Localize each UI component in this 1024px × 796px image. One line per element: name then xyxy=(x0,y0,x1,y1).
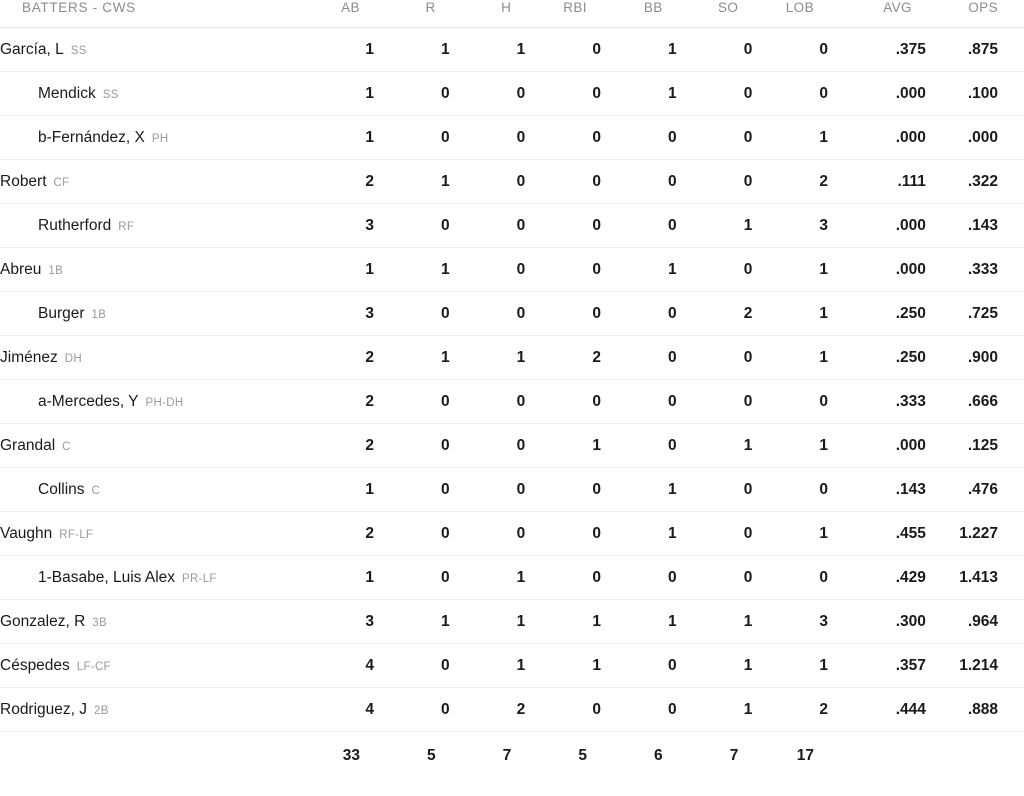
totals-cell-bb: 6 xyxy=(601,732,677,781)
table-row[interactable] xyxy=(0,468,1024,512)
stat-cell-ops: .900 xyxy=(926,336,1024,380)
stat-cell-h: 1 xyxy=(450,28,526,72)
stat-cell-h: 1 xyxy=(450,556,526,600)
player-name-cell[interactable] xyxy=(0,336,298,380)
table-row[interactable] xyxy=(0,688,1024,732)
stat-cell-lob: 1 xyxy=(752,644,828,688)
player-name[interactable]: Grandal xyxy=(0,436,56,454)
stat-cell-rbi: 0 xyxy=(525,380,601,424)
stat-cell-lob: 0 xyxy=(752,468,828,512)
stat-cell-bb: 0 xyxy=(601,336,677,380)
stat-cell-ops: .725 xyxy=(926,292,1024,336)
stat-cell-ab: 1 xyxy=(298,556,374,600)
stat-cell-bb: 1 xyxy=(601,468,677,512)
stat-cell-so: 2 xyxy=(677,292,753,336)
stat-cell-bb: 0 xyxy=(601,116,677,160)
stat-cell-h: 1 xyxy=(450,644,526,688)
table-row[interactable] xyxy=(0,160,1024,204)
column-header-so[interactable]: SO xyxy=(677,0,753,28)
column-header-bb[interactable]: BB xyxy=(601,0,677,28)
stat-cell-rbi: 0 xyxy=(525,72,601,116)
stat-cell-rbi: 0 xyxy=(525,688,601,732)
player-name[interactable]: Abreu xyxy=(0,260,42,278)
stat-cell-ops: .476 xyxy=(926,468,1024,512)
player-name-cell[interactable] xyxy=(0,688,298,732)
stat-cell-lob: 0 xyxy=(752,28,828,72)
stat-cell-r: 0 xyxy=(374,556,450,600)
player-position: 3B xyxy=(92,616,107,629)
player-name[interactable]: Jiménez xyxy=(0,348,58,366)
stat-cell-ab: 2 xyxy=(298,380,374,424)
player-position: LF-CF xyxy=(76,660,111,673)
player-name[interactable]: Mendick xyxy=(38,84,96,102)
stat-cell-avg: .111 xyxy=(828,160,926,204)
stat-cell-avg: .300 xyxy=(828,600,926,644)
stat-cell-h: 1 xyxy=(450,336,526,380)
stat-cell-so: 0 xyxy=(677,468,753,512)
player-position: C xyxy=(62,440,71,453)
stat-cell-r: 1 xyxy=(374,28,450,72)
stat-cell-lob: 0 xyxy=(752,72,828,116)
stat-cell-avg: .000 xyxy=(828,116,926,160)
stat-cell-h: 0 xyxy=(450,424,526,468)
stat-cell-avg: .143 xyxy=(828,468,926,512)
player-position: 1B xyxy=(91,308,107,321)
stat-cell-so: 1 xyxy=(677,424,753,468)
stat-cell-bb: 1 xyxy=(601,72,677,116)
stat-cell-lob: 0 xyxy=(752,380,828,424)
stat-cell-bb: 0 xyxy=(601,556,677,600)
player-name[interactable]: Rutherford xyxy=(38,216,112,234)
stat-cell-rbi: 0 xyxy=(525,204,601,248)
player-name[interactable]: Robert xyxy=(0,172,47,190)
stat-cell-r: 1 xyxy=(374,336,450,380)
stat-cell-avg: .375 xyxy=(828,28,926,72)
stat-cell-ab: 2 xyxy=(298,336,374,380)
stat-cell-r: 0 xyxy=(374,292,450,336)
stat-cell-rbi: 0 xyxy=(525,116,601,160)
column-header-lob[interactable]: LOB xyxy=(752,0,828,28)
stat-cell-so: 1 xyxy=(677,688,753,732)
table-row[interactable] xyxy=(0,248,1024,292)
player-name-cell[interactable] xyxy=(0,556,298,600)
player-name[interactable]: Burger xyxy=(38,304,85,322)
stat-cell-rbi: 1 xyxy=(525,424,601,468)
stat-cell-h: 0 xyxy=(450,72,526,116)
stat-cell-lob: 3 xyxy=(752,204,828,248)
stat-cell-lob: 0 xyxy=(752,556,828,600)
player-position: PH-DH xyxy=(145,396,184,409)
player-name[interactable]: Rodriguez, J xyxy=(0,700,88,718)
player-name-cell[interactable] xyxy=(0,424,298,468)
totals-cell-lob: 17 xyxy=(752,732,828,781)
stat-cell-rbi: 2 xyxy=(525,336,601,380)
stat-cell-bb: 1 xyxy=(601,512,677,556)
stat-cell-avg: .455 xyxy=(828,512,926,556)
totals-cell-avg xyxy=(828,732,926,781)
player-name-cell[interactable] xyxy=(0,468,298,512)
stat-cell-ops: .143 xyxy=(926,204,1024,248)
stat-cell-r: 1 xyxy=(374,600,450,644)
totals-cell-ops xyxy=(926,732,1024,781)
stat-cell-ab: 3 xyxy=(298,204,374,248)
stat-cell-lob: 2 xyxy=(752,160,828,204)
totals-cell-ab: 33 xyxy=(298,732,374,781)
stat-cell-rbi: 0 xyxy=(525,28,601,72)
table-row[interactable] xyxy=(0,424,1024,468)
stat-cell-ab: 3 xyxy=(298,600,374,644)
player-name-cell[interactable] xyxy=(0,644,298,688)
stat-cell-avg: .000 xyxy=(828,204,926,248)
stat-cell-lob: 1 xyxy=(752,292,828,336)
player-position: 1B xyxy=(48,264,64,277)
player-name-cell[interactable] xyxy=(0,116,298,160)
player-name[interactable]: Collins xyxy=(38,480,85,498)
stat-cell-r: 0 xyxy=(374,116,450,160)
stat-cell-ops: 1.214 xyxy=(926,644,1024,688)
stat-cell-avg: .444 xyxy=(828,688,926,732)
table-row[interactable] xyxy=(0,116,1024,160)
player-position: 2B xyxy=(94,704,109,717)
stat-cell-rbi: 1 xyxy=(525,644,601,688)
stat-cell-h: 0 xyxy=(450,248,526,292)
stat-cell-lob: 1 xyxy=(752,336,828,380)
player-name-cell[interactable] xyxy=(0,248,298,292)
player-position: SS xyxy=(70,44,87,57)
stat-cell-h: 0 xyxy=(450,116,526,160)
table-row[interactable] xyxy=(0,292,1024,336)
stat-cell-bb: 0 xyxy=(601,644,677,688)
player-name[interactable]: a-Mercedes, Y xyxy=(38,392,139,410)
stat-cell-ab: 1 xyxy=(298,248,374,292)
stat-cell-so: 0 xyxy=(677,248,753,292)
player-name-cell[interactable] xyxy=(0,292,298,336)
stat-cell-r: 1 xyxy=(374,248,450,292)
table-row[interactable] xyxy=(0,72,1024,116)
stat-cell-rbi: 0 xyxy=(525,248,601,292)
stat-cell-lob: 1 xyxy=(752,116,828,160)
stat-cell-h: 0 xyxy=(450,468,526,512)
player-name-cell[interactable] xyxy=(0,72,298,116)
stat-cell-r: 0 xyxy=(374,644,450,688)
stat-cell-rbi: 0 xyxy=(525,160,601,204)
stat-cell-bb: 1 xyxy=(601,248,677,292)
player-position: RF xyxy=(118,220,135,233)
player-name-cell[interactable] xyxy=(0,600,298,644)
stat-cell-bb: 0 xyxy=(601,380,677,424)
stat-cell-ab: 2 xyxy=(298,424,374,468)
player-position: CF xyxy=(53,176,70,189)
player-position: C xyxy=(91,484,101,497)
stat-cell-lob: 1 xyxy=(752,248,828,292)
stat-cell-ops: .875 xyxy=(926,28,1024,72)
stat-cell-so: 0 xyxy=(677,160,753,204)
stat-cell-ops: .125 xyxy=(926,424,1024,468)
stat-cell-ops: 1.413 xyxy=(926,556,1024,600)
stat-cell-ab: 3 xyxy=(298,292,374,336)
player-name-cell[interactable] xyxy=(0,204,298,248)
header-row xyxy=(0,0,1024,28)
table-row[interactable] xyxy=(0,600,1024,644)
stat-cell-bb: 0 xyxy=(601,688,677,732)
column-header-ops[interactable]: OPS xyxy=(926,0,1024,28)
stat-cell-h: 0 xyxy=(450,292,526,336)
stat-cell-avg: .000 xyxy=(828,424,926,468)
table-row[interactable] xyxy=(0,556,1024,600)
stat-cell-r: 0 xyxy=(374,512,450,556)
stat-cell-avg: .429 xyxy=(828,556,926,600)
stat-cell-rbi: 0 xyxy=(525,556,601,600)
stat-cell-r: 0 xyxy=(374,468,450,512)
totals-cell-so: 7 xyxy=(677,732,753,781)
player-name[interactable]: Céspedes xyxy=(0,656,70,674)
stat-cell-ops: .888 xyxy=(926,688,1024,732)
table-header xyxy=(0,0,1024,28)
player-name-cell[interactable] xyxy=(0,512,298,556)
player-name-cell[interactable] xyxy=(0,160,298,204)
totals-row xyxy=(0,732,1024,781)
player-name-cell[interactable] xyxy=(0,380,298,424)
table-row[interactable] xyxy=(0,204,1024,248)
table-row[interactable] xyxy=(0,644,1024,688)
stat-cell-so: 0 xyxy=(677,336,753,380)
player-name[interactable]: b-Fernández, X xyxy=(38,128,145,146)
stat-cell-h: 0 xyxy=(450,160,526,204)
player-position: RF-LF xyxy=(59,528,94,541)
totals-cell-r: 5 xyxy=(374,732,450,781)
player-name[interactable]: Vaughn xyxy=(0,524,53,542)
stat-cell-avg: .357 xyxy=(828,644,926,688)
stat-cell-bb: 0 xyxy=(601,292,677,336)
stat-cell-ab: 1 xyxy=(298,28,374,72)
stat-cell-avg: .333 xyxy=(828,380,926,424)
player-name[interactable]: Gonzalez, R xyxy=(0,612,86,630)
player-position: PR-LF xyxy=(182,572,217,585)
column-header-h[interactable]: H xyxy=(450,0,526,28)
stat-cell-h: 2 xyxy=(450,688,526,732)
stat-cell-avg: .250 xyxy=(828,292,926,336)
stat-cell-lob: 1 xyxy=(752,512,828,556)
stat-cell-r: 0 xyxy=(374,424,450,468)
stat-cell-lob: 3 xyxy=(752,600,828,644)
stat-cell-ops: .322 xyxy=(926,160,1024,204)
table-body xyxy=(0,28,1024,781)
stat-cell-bb: 0 xyxy=(601,160,677,204)
stat-cell-r: 0 xyxy=(374,204,450,248)
stat-cell-bb: 0 xyxy=(601,204,677,248)
totals-cell-rbi: 5 xyxy=(525,732,601,781)
stat-cell-ops: 1.227 xyxy=(926,512,1024,556)
stat-cell-ab: 2 xyxy=(298,160,374,204)
stat-cell-so: 0 xyxy=(677,72,753,116)
stat-cell-so: 1 xyxy=(677,204,753,248)
stat-cell-so: 0 xyxy=(677,380,753,424)
stat-cell-avg: .000 xyxy=(828,248,926,292)
stat-cell-so: 0 xyxy=(677,556,753,600)
stat-cell-so: 0 xyxy=(677,28,753,72)
stat-cell-so: 1 xyxy=(677,600,753,644)
player-position: DH xyxy=(64,352,82,365)
player-position: PH xyxy=(151,132,169,145)
stat-cell-so: 0 xyxy=(677,116,753,160)
stat-cell-r: 0 xyxy=(374,72,450,116)
table-row[interactable] xyxy=(0,380,1024,424)
stat-cell-ab: 1 xyxy=(298,72,374,116)
stat-cell-avg: .000 xyxy=(828,72,926,116)
stat-cell-ops: .000 xyxy=(926,116,1024,160)
stat-cell-r: 0 xyxy=(374,380,450,424)
table-row[interactable] xyxy=(0,512,1024,556)
totals-cell-h: 7 xyxy=(450,732,526,781)
player-name[interactable]: García, L xyxy=(0,40,64,58)
stat-cell-avg: .250 xyxy=(828,336,926,380)
stat-cell-h: 0 xyxy=(450,380,526,424)
stat-cell-rbi: 0 xyxy=(525,292,601,336)
stat-cell-ops: .964 xyxy=(926,600,1024,644)
stat-cell-ab: 4 xyxy=(298,688,374,732)
player-name-cell[interactable] xyxy=(0,28,298,72)
stat-cell-ab: 2 xyxy=(298,512,374,556)
stat-cell-ab: 4 xyxy=(298,644,374,688)
stat-cell-so: 1 xyxy=(677,644,753,688)
player-name[interactable]: 1-Basabe, Luis Alex xyxy=(38,568,176,586)
stat-cell-rbi: 1 xyxy=(525,600,601,644)
stat-cell-ab: 1 xyxy=(298,116,374,160)
stat-cell-ops: .100 xyxy=(926,72,1024,116)
stat-cell-lob: 2 xyxy=(752,688,828,732)
column-header-rbi[interactable]: RBI xyxy=(525,0,601,28)
column-header-r[interactable]: R xyxy=(374,0,450,28)
stat-cell-lob: 1 xyxy=(752,424,828,468)
stat-cell-bb: 1 xyxy=(601,28,677,72)
table-row[interactable] xyxy=(0,28,1024,72)
stat-cell-h: 0 xyxy=(450,204,526,248)
stat-cell-bb: 1 xyxy=(601,600,677,644)
stat-cell-ops: .666 xyxy=(926,380,1024,424)
totals-label xyxy=(0,732,298,781)
player-position: SS xyxy=(102,88,119,101)
table-row[interactable] xyxy=(0,336,1024,380)
stat-cell-h: 0 xyxy=(450,512,526,556)
stat-cell-r: 1 xyxy=(374,160,450,204)
column-header-ab[interactable]: AB xyxy=(298,0,374,28)
column-header-avg[interactable]: AVG xyxy=(828,0,926,28)
stat-cell-ops: .333 xyxy=(926,248,1024,292)
stat-cell-rbi: 0 xyxy=(525,512,601,556)
stat-cell-so: 0 xyxy=(677,512,753,556)
column-header-batters[interactable]: BATTERS - CWS xyxy=(0,0,298,28)
stat-cell-h: 1 xyxy=(450,600,526,644)
stat-cell-r: 0 xyxy=(374,688,450,732)
stat-cell-rbi: 0 xyxy=(525,468,601,512)
stat-cell-ab: 1 xyxy=(298,468,374,512)
stat-cell-bb: 0 xyxy=(601,424,677,468)
